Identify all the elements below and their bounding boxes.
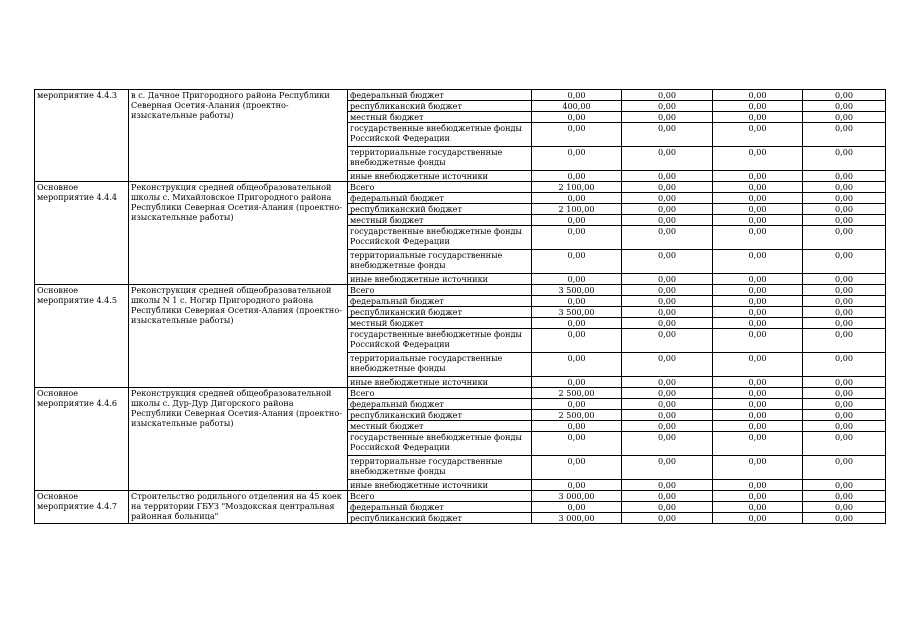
amount-cell: 0,00 — [622, 353, 713, 377]
amount-cell: 3 000,00 — [532, 513, 622, 524]
amount-cell: 0,00 — [532, 215, 622, 226]
amount-cell: 0,00 — [622, 274, 713, 285]
amount-cell: 0,00 — [532, 480, 622, 491]
amount-cell: 0,00 — [532, 421, 622, 432]
amount-cell: 0,00 — [622, 90, 713, 101]
amount-cell: 0,00 — [713, 399, 803, 410]
budget-table-body — [35, 90, 886, 524]
table-row — [35, 285, 886, 296]
amount-cell: 0,00 — [622, 399, 713, 410]
amount-cell: 0,00 — [622, 491, 713, 502]
amount-cell: 0,00 — [713, 193, 803, 204]
amount-cell: 0,00 — [622, 204, 713, 215]
amount-cell: 0,00 — [532, 171, 622, 182]
amount-cell: 0,00 — [803, 399, 886, 410]
funding-source-cell: местный бюджет — [348, 421, 532, 432]
amount-cell: 0,00 — [532, 296, 622, 307]
amount-cell: 0,00 — [622, 147, 713, 171]
amount-cell: 0,00 — [713, 432, 803, 456]
amount-cell: 0,00 — [803, 480, 886, 491]
funding-source-cell: Всего — [348, 182, 532, 193]
amount-cell: 0,00 — [622, 421, 713, 432]
amount-cell: 0,00 — [803, 432, 886, 456]
amount-cell: 0,00 — [803, 226, 886, 250]
amount-cell: 0,00 — [622, 193, 713, 204]
amount-cell: 0,00 — [803, 318, 886, 329]
amount-cell: 0,00 — [532, 353, 622, 377]
amount-cell: 0,00 — [622, 410, 713, 421]
event-name-cell: Реконструкция средней общеобразовательной школы с. Дур-Дур Дигорского района Республики Северная Осетия-Алания (проектно-изыскательные работы) — [129, 388, 348, 491]
amount-cell: 3 500,00 — [532, 285, 622, 296]
amount-cell: 0,00 — [622, 101, 713, 112]
funding-source-cell: республиканский бюджет — [348, 410, 532, 421]
amount-cell: 0,00 — [803, 502, 886, 513]
event-name-cell: Реконструкция средней общеобразовательной школы N 1 с. Ногир Пригородного района Республики Северная Осетия-Алания (проектно-изыскательные работы) — [129, 285, 348, 388]
amount-cell: 0,00 — [532, 502, 622, 513]
amount-cell: 0,00 — [803, 182, 886, 193]
table-row — [35, 90, 886, 101]
table-row — [35, 491, 886, 502]
amount-cell: 0,00 — [713, 274, 803, 285]
amount-cell: 0,00 — [622, 226, 713, 250]
funding-source-cell: местный бюджет — [348, 215, 532, 226]
amount-cell: 0,00 — [713, 123, 803, 147]
amount-cell: 0,00 — [713, 171, 803, 182]
amount-cell: 0,00 — [713, 388, 803, 399]
amount-cell: 0,00 — [803, 329, 886, 353]
amount-cell: 0,00 — [803, 307, 886, 318]
amount-cell: 0,00 — [803, 193, 886, 204]
funding-source-cell: государственные внебюджетные фонды Российской Федерации — [348, 123, 532, 147]
amount-cell: 0,00 — [532, 226, 622, 250]
funding-source-cell: территориальные государственные внебюджетные фонды — [348, 250, 532, 274]
amount-cell: 0,00 — [713, 410, 803, 421]
amount-cell: 0,00 — [713, 318, 803, 329]
amount-cell: 0,00 — [803, 296, 886, 307]
event-code-cell: Основное мероприятие 4.4.5 — [35, 285, 129, 388]
amount-cell: 400,00 — [532, 101, 622, 112]
amount-cell: 0,00 — [622, 318, 713, 329]
amount-cell: 0,00 — [803, 147, 886, 171]
funding-source-cell: иные внебюджетные источники — [348, 274, 532, 285]
funding-source-cell: местный бюджет — [348, 318, 532, 329]
funding-source-cell: республиканский бюджет — [348, 513, 532, 524]
amount-cell: 0,00 — [532, 318, 622, 329]
table-row — [35, 182, 886, 193]
amount-cell: 0,00 — [532, 432, 622, 456]
amount-cell: 0,00 — [713, 480, 803, 491]
funding-source-cell: Всего — [348, 285, 532, 296]
amount-cell: 0,00 — [803, 250, 886, 274]
amount-cell: 0,00 — [803, 410, 886, 421]
amount-cell: 0,00 — [803, 90, 886, 101]
amount-cell: 0,00 — [713, 226, 803, 250]
event-code-cell: Основное мероприятие 4.4.6 — [35, 388, 129, 491]
amount-cell: 0,00 — [622, 388, 713, 399]
amount-cell: 0,00 — [713, 90, 803, 101]
event-code-cell: мероприятие 4.4.3 — [35, 90, 129, 182]
amount-cell: 0,00 — [622, 307, 713, 318]
amount-cell: 0,00 — [803, 215, 886, 226]
event-name-cell: Строительство родильного отделения на 45 коек на территории ГБУЗ "Моздокская центральная районная больница" — [129, 491, 348, 524]
amount-cell: 0,00 — [622, 502, 713, 513]
funding-source-cell: территориальные государственные внебюджетные фонды — [348, 353, 532, 377]
amount-cell: 0,00 — [622, 329, 713, 353]
funding-source-cell: федеральный бюджет — [348, 90, 532, 101]
amount-cell: 0,00 — [803, 171, 886, 182]
amount-cell: 0,00 — [713, 353, 803, 377]
amount-cell: 0,00 — [713, 456, 803, 480]
funding-source-cell: федеральный бюджет — [348, 399, 532, 410]
amount-cell: 0,00 — [713, 215, 803, 226]
amount-cell: 0,00 — [532, 147, 622, 171]
amount-cell: 0,00 — [532, 399, 622, 410]
amount-cell: 0,00 — [713, 377, 803, 388]
amount-cell: 0,00 — [713, 250, 803, 274]
funding-source-cell: федеральный бюджет — [348, 193, 532, 204]
funding-source-cell: территориальные государственные внебюджетные фонды — [348, 147, 532, 171]
amount-cell: 0,00 — [622, 215, 713, 226]
event-code-cell: Основное мероприятие 4.4.4 — [35, 182, 129, 285]
amount-cell: 0,00 — [713, 112, 803, 123]
funding-source-cell: федеральный бюджет — [348, 296, 532, 307]
funding-source-cell: республиканский бюджет — [348, 204, 532, 215]
table-row — [35, 388, 886, 399]
amount-cell: 2 500,00 — [532, 388, 622, 399]
funding-source-cell: иные внебюджетные источники — [348, 377, 532, 388]
amount-cell: 0,00 — [622, 456, 713, 480]
amount-cell: 0,00 — [713, 502, 803, 513]
amount-cell: 0,00 — [803, 388, 886, 399]
funding-source-cell: республиканский бюджет — [348, 101, 532, 112]
amount-cell: 0,00 — [622, 513, 713, 524]
amount-cell: 0,00 — [803, 353, 886, 377]
event-code-cell: Основное мероприятие 4.4.7 — [35, 491, 129, 524]
amount-cell: 0,00 — [803, 204, 886, 215]
amount-cell: 0,00 — [713, 296, 803, 307]
amount-cell: 0,00 — [713, 182, 803, 193]
amount-cell: 0,00 — [803, 285, 886, 296]
amount-cell: 0,00 — [713, 307, 803, 318]
amount-cell: 0,00 — [713, 329, 803, 353]
amount-cell: 0,00 — [622, 285, 713, 296]
amount-cell: 0,00 — [622, 112, 713, 123]
funding-source-cell: федеральный бюджет — [348, 502, 532, 513]
amount-cell: 0,00 — [713, 285, 803, 296]
amount-cell: 0,00 — [622, 123, 713, 147]
funding-source-cell: иные внебюджетные источники — [348, 171, 532, 182]
amount-cell: 0,00 — [532, 90, 622, 101]
funding-source-cell: Всего — [348, 388, 532, 399]
amount-cell: 0,00 — [622, 182, 713, 193]
funding-source-cell: Всего — [348, 491, 532, 502]
amount-cell: 0,00 — [803, 123, 886, 147]
funding-source-cell: республиканский бюджет — [348, 307, 532, 318]
amount-cell: 0,00 — [622, 377, 713, 388]
amount-cell: 0,00 — [532, 112, 622, 123]
amount-cell: 0,00 — [532, 193, 622, 204]
amount-cell: 0,00 — [532, 456, 622, 480]
amount-cell: 0,00 — [803, 513, 886, 524]
amount-cell: 0,00 — [532, 250, 622, 274]
amount-cell: 0,00 — [803, 112, 886, 123]
amount-cell: 0,00 — [803, 101, 886, 112]
event-name-cell: Реконструкция средней общеобразовательной школы с. Михайловское Пригородного района Республики Северная Осетия-Алания (проектно-изыскательные работы) — [129, 182, 348, 285]
budget-table — [34, 89, 886, 524]
amount-cell: 0,00 — [803, 274, 886, 285]
amount-cell: 2 100,00 — [532, 182, 622, 193]
amount-cell: 0,00 — [803, 491, 886, 502]
amount-cell: 0,00 — [622, 250, 713, 274]
amount-cell: 0,00 — [622, 296, 713, 307]
funding-source-cell: местный бюджет — [348, 112, 532, 123]
amount-cell: 0,00 — [713, 101, 803, 112]
amount-cell: 2 100,00 — [532, 204, 622, 215]
amount-cell: 0,00 — [713, 421, 803, 432]
amount-cell: 0,00 — [532, 274, 622, 285]
amount-cell: 0,00 — [713, 147, 803, 171]
amount-cell: 0,00 — [532, 123, 622, 147]
funding-source-cell: государственные внебюджетные фонды Российской Федерации — [348, 226, 532, 250]
amount-cell: 0,00 — [532, 329, 622, 353]
amount-cell: 0,00 — [803, 377, 886, 388]
funding-source-cell: иные внебюджетные источники — [348, 480, 532, 491]
funding-source-cell: территориальные государственные внебюджетные фонды — [348, 456, 532, 480]
amount-cell: 0,00 — [622, 171, 713, 182]
amount-cell: 0,00 — [622, 480, 713, 491]
amount-cell: 0,00 — [532, 377, 622, 388]
amount-cell: 0,00 — [713, 513, 803, 524]
amount-cell: 0,00 — [622, 432, 713, 456]
amount-cell: 0,00 — [713, 491, 803, 502]
funding-source-cell: государственные внебюджетные фонды Российской Федерации — [348, 329, 532, 353]
amount-cell: 0,00 — [713, 204, 803, 215]
amount-cell: 3 000,00 — [532, 491, 622, 502]
funding-source-cell: государственные внебюджетные фонды Российской Федерации — [348, 432, 532, 456]
amount-cell: 0,00 — [803, 421, 886, 432]
event-name-cell: в с. Дачное Пригородного района Республики Северная Осетия-Алания (проектно-изыскательные работы) — [129, 90, 348, 182]
amount-cell: 2 500,00 — [532, 410, 622, 421]
amount-cell: 0,00 — [803, 456, 886, 480]
amount-cell: 3 500,00 — [532, 307, 622, 318]
